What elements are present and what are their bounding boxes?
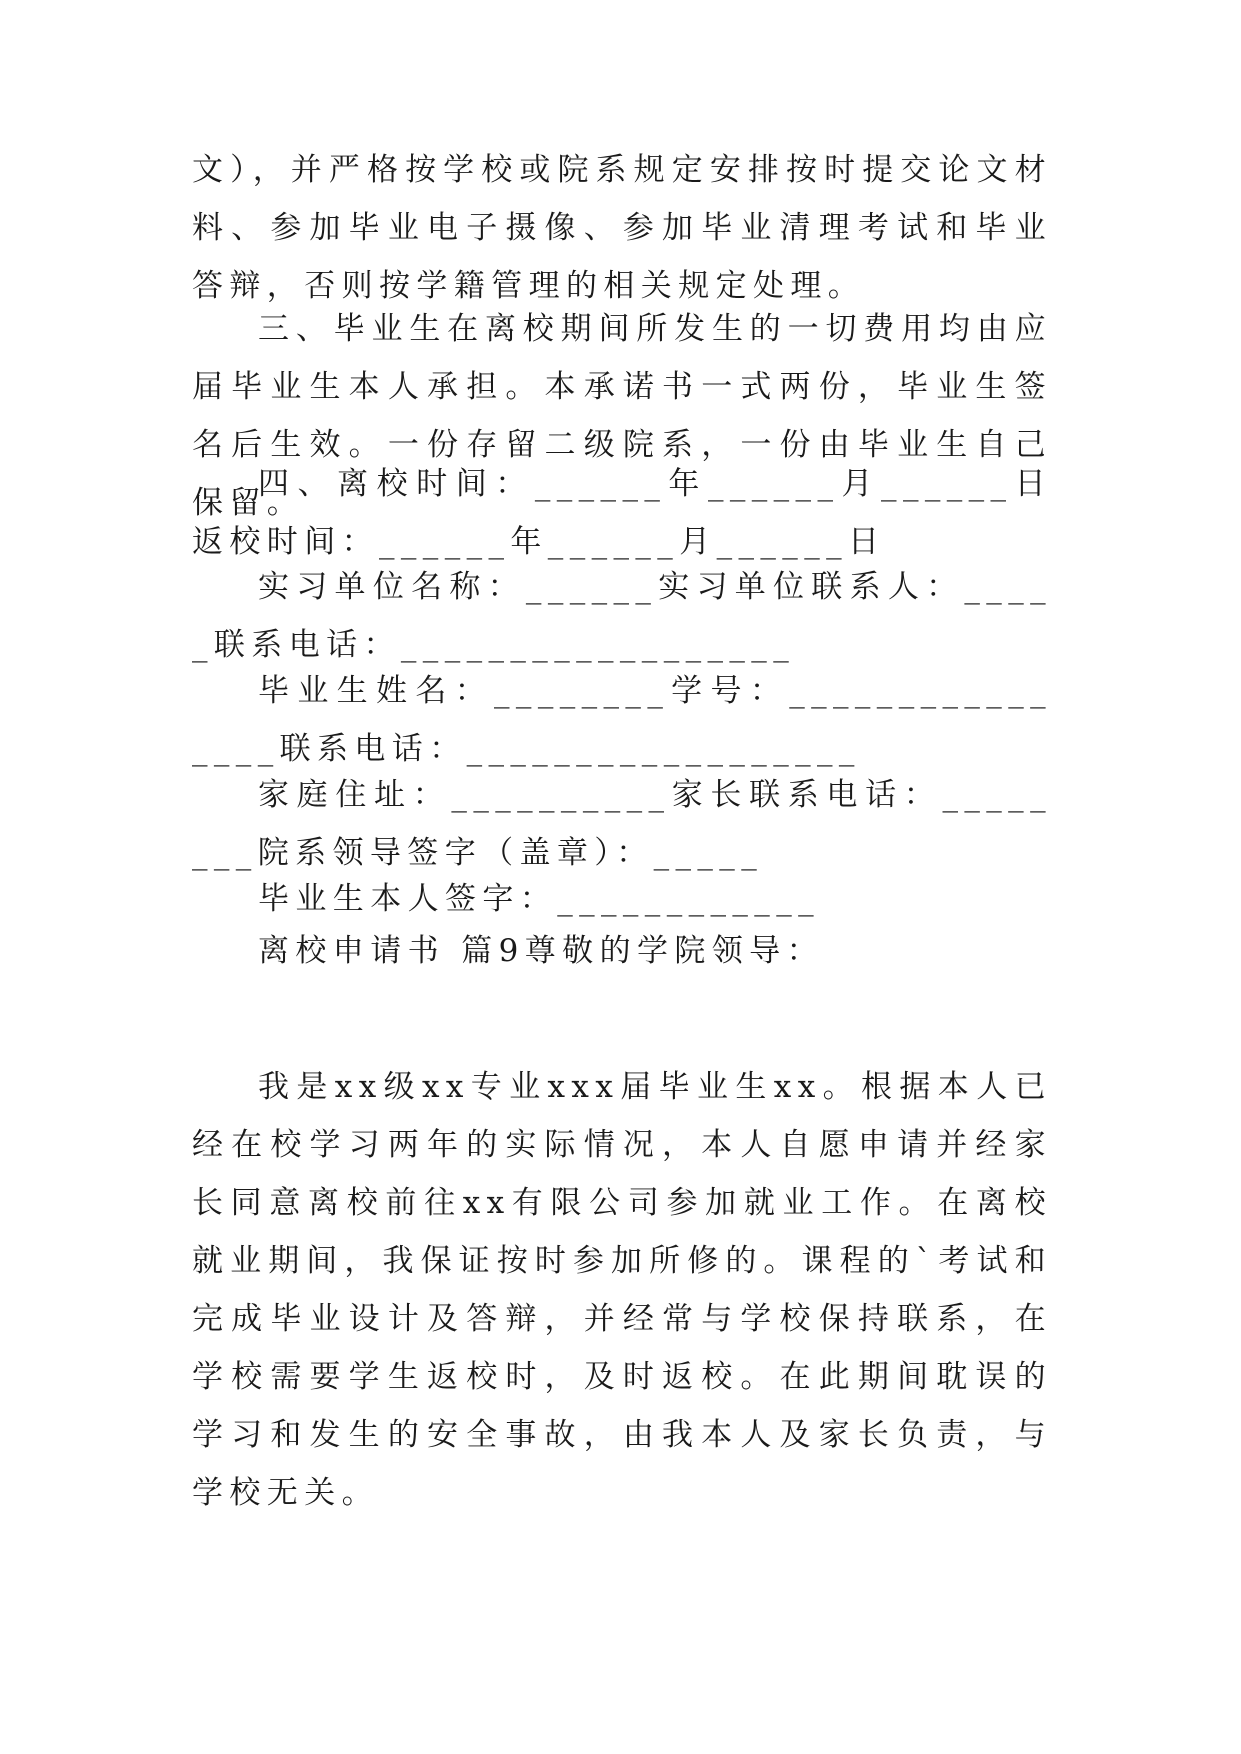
paragraph-student-signature: 毕业生本人签字：____________ bbox=[258, 881, 820, 917]
paragraph-student-info: 毕业生姓名：________学号：________________联系电话：__________________ bbox=[192, 673, 1052, 767]
paragraph-application-body: 我是xx级xx专业xxx届毕业生xx。根据本人已经在校学习两年的实际情况，本人自愿申请并经家长同意离校前往xx有限公司参加就业工作。在离校就业期间，我保证按时参加所修的。课程的`考试和完成毕业设计及答辩，并经常与学校保持联系，在学校需要学生返校时，及时返校。在此期间耽误的学习和发生的安全事故，由我本人及家长负责，与学校无关。 bbox=[192, 1069, 1052, 1511]
paragraph-costs-commitment: 三、毕业生在离校期间所发生的一切费用均由应届毕业生本人承担。本承诺书一式两份，毕业生签名后生效。一份存留二级院系，一份由毕业生自己保留。 bbox=[192, 311, 1052, 521]
paragraph-thesis-requirements: 文），并严格按学校或院系规定安排按时提交论文材料、参加毕业电子摄像、参加毕业清理考试和毕业答辩，否则按学籍管理的相关规定处理。 bbox=[192, 152, 1052, 304]
paragraph-leave-return-dates: 四、离校时间：______年______月______日返校时间：______年______月______日 bbox=[192, 466, 1052, 560]
paragraph-home-info: 家庭住址：__________家长联系电话：________院系领导签字（盖章）：_____ bbox=[192, 777, 1052, 871]
paragraph-application-heading: 离校申请书 篇9尊敬的学院领导： bbox=[258, 933, 824, 969]
paragraph-internship-info: 实习单位名称：______实习单位联系人：_____联系电话：__________________ bbox=[192, 569, 1052, 663]
